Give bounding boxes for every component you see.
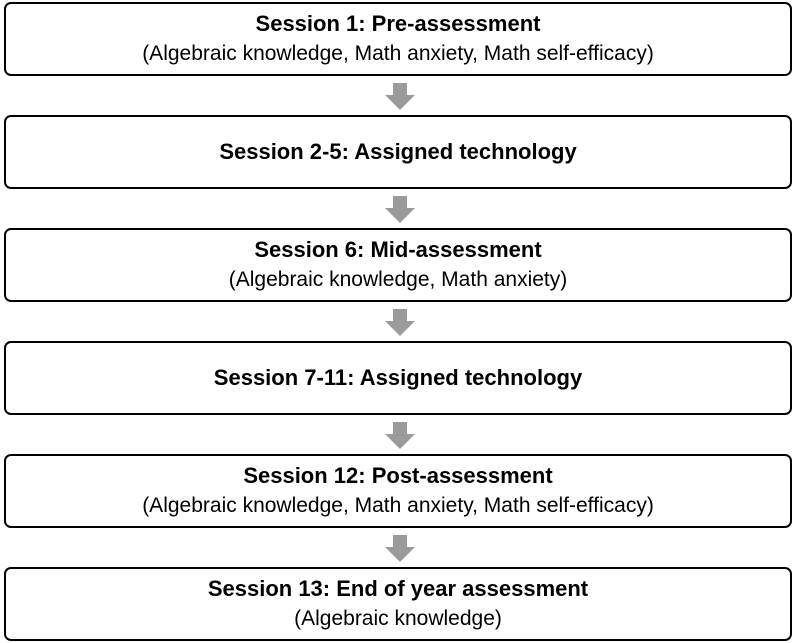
down-arrow-icon [384, 83, 416, 111]
down-arrow-icon [384, 535, 416, 563]
step-box-session-2-5 [4, 115, 792, 189]
step-box-session-13 [4, 567, 792, 641]
step-title: Session 2-5: Assigned technology [219, 139, 577, 164]
step-box-session-1 [4, 2, 792, 76]
step-subtitle: (Algebraic knowledge, Math anxiety) [228, 268, 568, 291]
step-box-session-7-11 [4, 341, 792, 415]
step-title: Session 1: Pre-assessment [255, 11, 541, 36]
step-box-session-6 [4, 228, 792, 302]
step-title: Session 13: End of year assessment [207, 576, 589, 601]
step-box-session-12 [4, 454, 792, 528]
step-title: Session 12: Post-assessment [243, 463, 553, 488]
down-arrow-icon [384, 422, 416, 450]
step-title: Session 6: Mid-assessment [254, 237, 542, 262]
step-title: Session 7-11: Assigned technology [213, 365, 583, 390]
step-subtitle: (Algebraic knowledge, Math anxiety, Math self-efficacy) [142, 494, 654, 517]
step-subtitle: (Algebraic knowledge) [294, 607, 502, 630]
down-arrow-icon [384, 196, 416, 224]
step-subtitle: (Algebraic knowledge, Math anxiety, Math self-efficacy) [142, 42, 654, 65]
down-arrow-icon [384, 309, 416, 337]
